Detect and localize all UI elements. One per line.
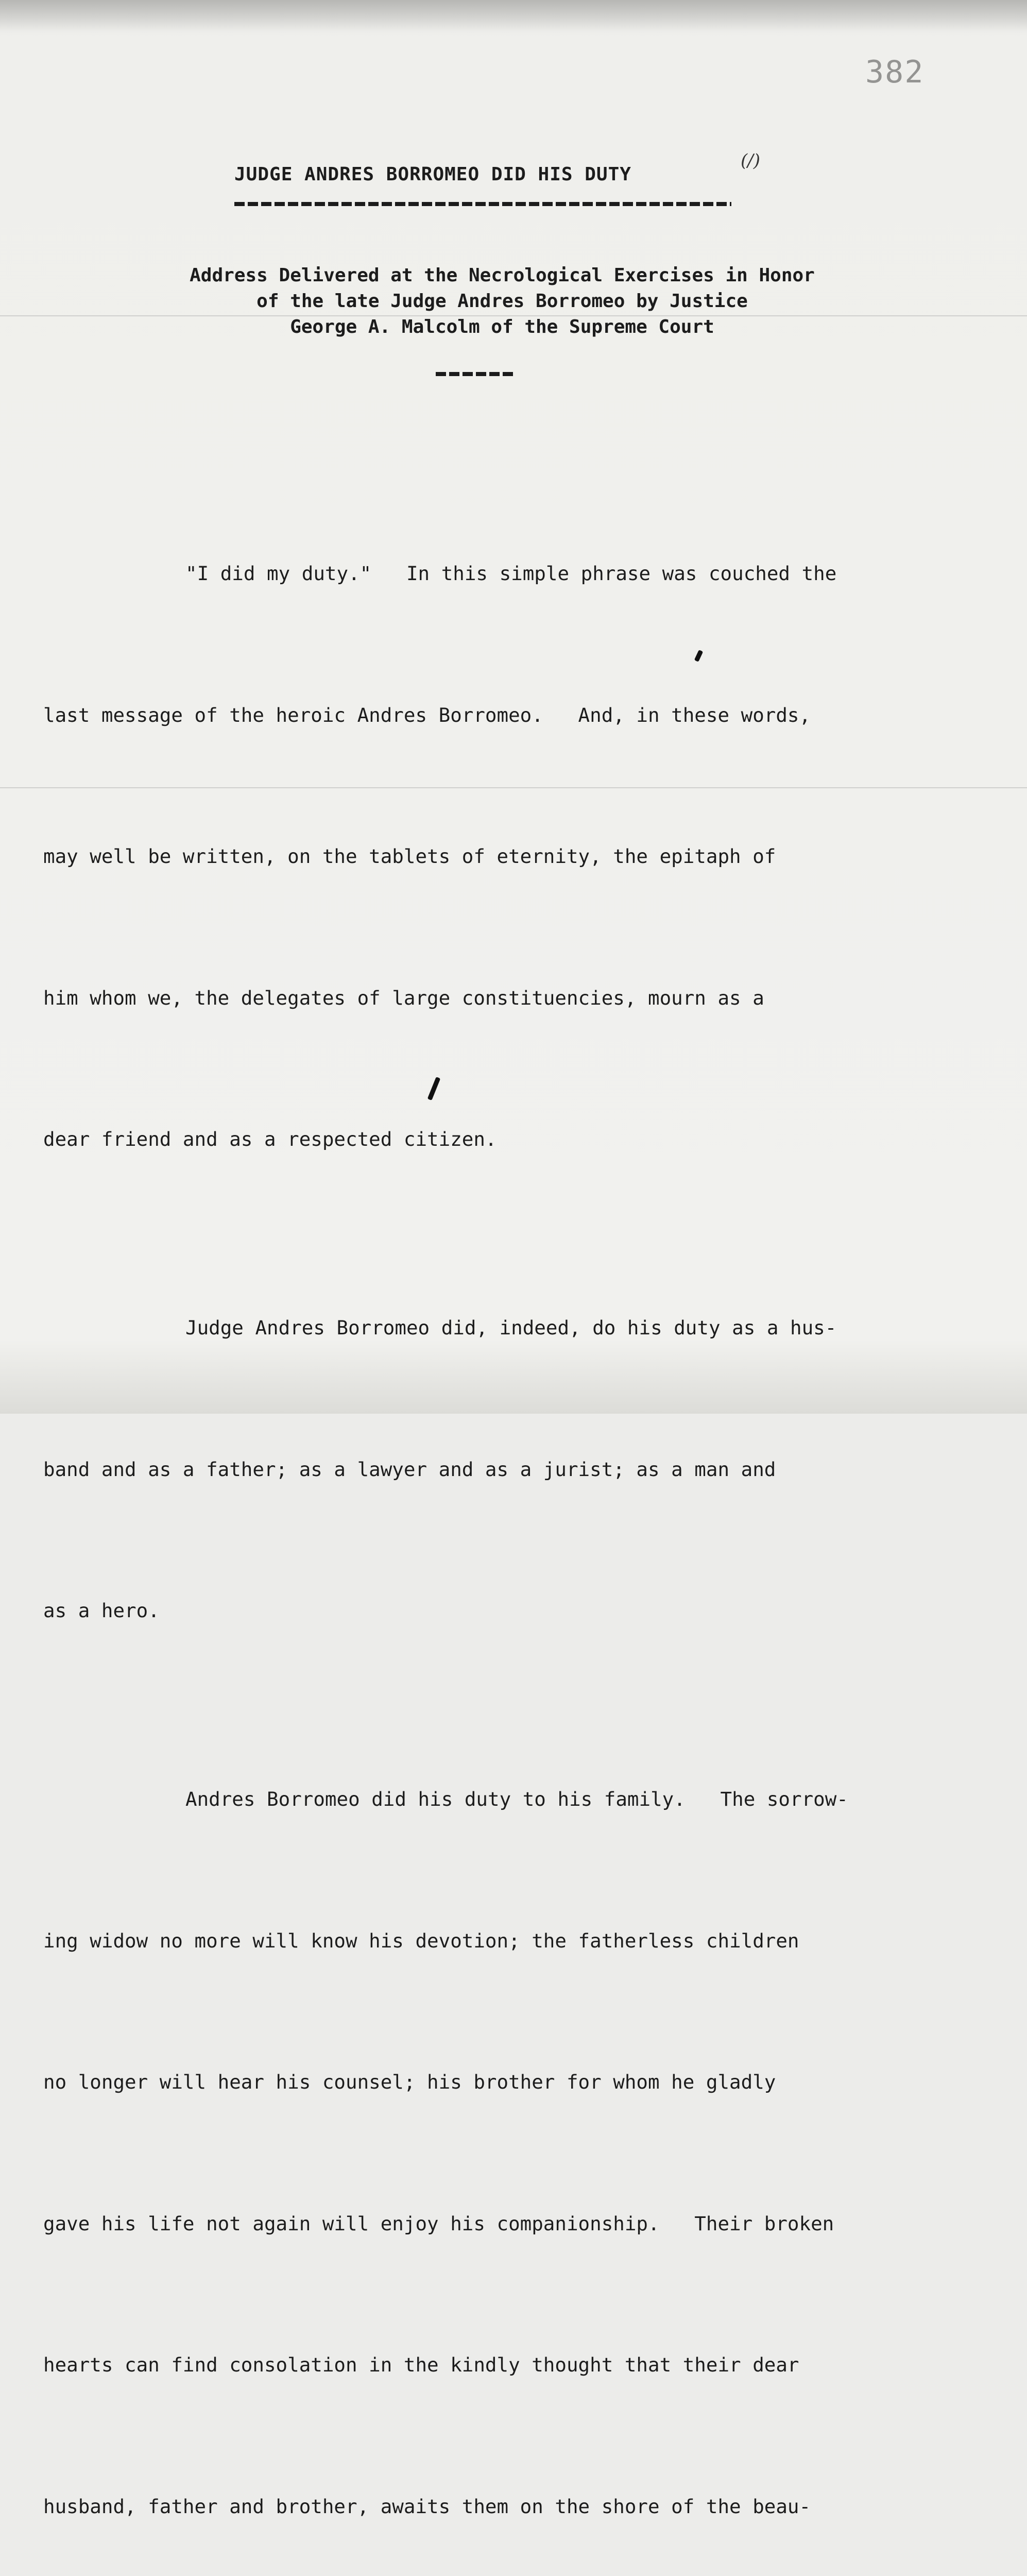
title-underline [234,202,731,206]
paragraph-line: "I did my duty." In this simple phrase was couched the [185,562,837,585]
paragraph-line: may well be written, on the tablets of eternity, the epitaph of [43,845,776,868]
paragraph-line: no longer will hear his counsel; his brother for whom he gladly [43,2071,776,2093]
subtitle [77,263,927,340]
paragraph-line: Judge Andres Borromeo did, indeed, do his duty as a hus- [185,1316,837,1339]
footnote-mark: (/) [741,150,760,171]
paragraph-line: dear friend and as a respected citizen. [43,1128,497,1150]
paragraph-line: band and as a father; as a lawyer and as a jurist; as a man and [43,1458,776,1481]
paragraph-line: husband, father and brother, awaits them on the shore of the beau- [43,2495,811,2518]
paragraph-line: hearts can find consolation in the kindly thought that their dear [43,2353,799,2376]
document-title: JUDGE ANDRES BORROMEO DID HIS DUTY [234,164,631,185]
paragraph-line: as a hero. [43,1599,160,1622]
body-text [43,456,1022,2576]
paragraph-line: him whom we, the delegates of large constituencies, mourn as a [43,986,764,1009]
paragraph-line: ing widow no more will know his devotion; the fatherless children [43,1929,799,1952]
scan-shadow [0,0,1027,31]
paragraph-line: gave his life not again will enjoy his companionship. Their broken [43,2212,834,2235]
subtitle-line: of the late Judge Andres Borromeo by Justice [256,291,748,312]
subtitle-line: George A. Malcolm of the Supreme Court [290,316,714,337]
paragraph-line: Andres Borromeo did his duty to his family. The sorrow- [185,1788,848,1810]
subtitle-line: Address Delivered at the Necrological Exercises in Honor [190,265,815,286]
paragraph-line: last message of the heroic Andres Borromeo. And, in these words, [43,703,811,726]
page-number: 382 [865,54,925,90]
section-separator [436,372,514,376]
